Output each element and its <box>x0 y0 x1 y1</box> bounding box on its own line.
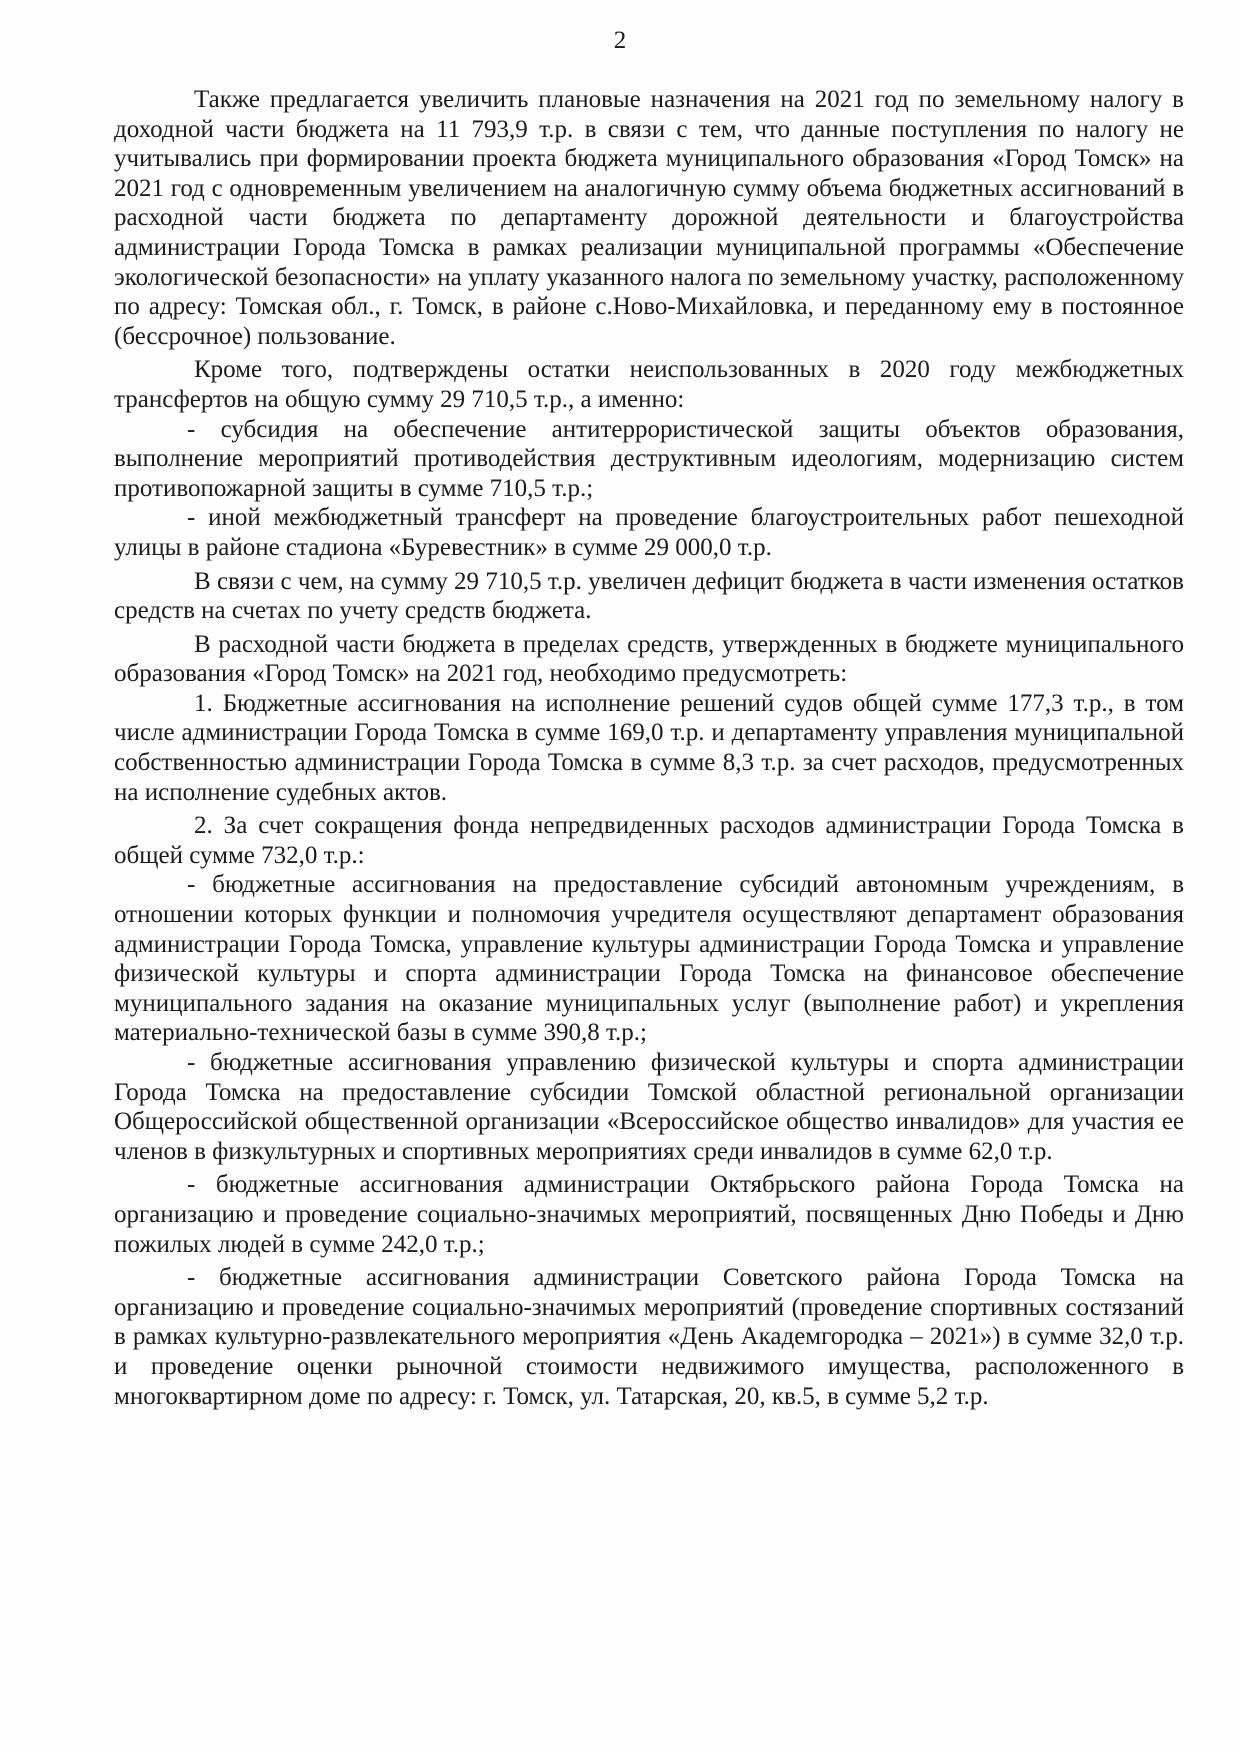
paragraph-deficit: В связи с чем, на сумму 29 710,5 т.р. увеличен дефицит бюджета в части изменения остатков средств на счетах по учету средств бюджета. <box>114 567 1184 625</box>
document-body <box>114 85 1184 1411</box>
list-item-disabled-society: - бюджетные ассигнования управлению физической культуры и спорта администрации Города Томска на предоставление субсидии Томской областной региональной организации Общероссийской общественной организации «Всероссийское общество инвалидов» для участия ее членов в физкультурных и спортивных мероприятиях среди инвалидов в сумме 62,0 т.р. <box>114 1049 1184 1165</box>
list-item-autonomous-subsidies: - бюджетные ассигнования на предоставление субсидий автономным учреждениям, в отношении которых функции и полномочия учредителя осуществляют департамент образования администрации Города Томска, управление культуры администрации Города Томска и управление физической культуры и спорта администрации Города Томска на финансовое обеспечение муниципального задания на оказание муниципальных услуг (выполнение работ) и укрепления материально-технической базы в сумме 390,8 т.р.; <box>114 871 1184 1047</box>
paragraph-court-decisions: 1. Бюджетные ассигнования на исполнение решений судов общей сумме 177,3 т.р., в том числе администрации Города Томска в сумме 169,0 т.р. и департаменту управления муниципальной собственностью администрации Города Томска в сумме 8,3 т.р. за счет расходов, предусмотренных на исполнение судебных актов. <box>114 689 1184 806</box>
list-item-burevestnik-transfer: - иной межбюджетный трансферт на проведение благоустроительных работ пешеходной улицы в районе стадиона «Буревестник» в сумме 29 000,0 т.р. <box>114 504 1184 561</box>
page-number: 2 <box>613 27 627 54</box>
list-item-antiterror-subsidy: - субсидия на обеспечение антитеррористической защиты объектов образования, выполнение мероприятий противодействия деструктивным идеологиям, модернизацию систем противопожарной защиты в сумме 710,5 т.р.; <box>114 415 1184 502</box>
paragraph-transfer-balances: Кроме того, подтверждены остатки неиспользованных в 2020 году межбюджетных трансфертов на общую сумму 29 710,5 т.р., а именно: <box>114 356 1184 413</box>
paragraph-contingency-fund: 2. За счет сокращения фонда непредвиденных расходов администрации Города Томска в общей сумме 732,0 т.р.: <box>114 812 1184 869</box>
paragraph-land-tax: Также предлагается увеличить плановые назначения на 2021 год по земельному налогу в доходной части бюджета на 11 793,9 т.р. в связи с тем, что данные поступления по налогу не учитывались при формировании проекта бюджета муниципального образования «Город Томск» на 2021 год с одновременным увеличением на аналогичную сумму объема бюджетных ассигнований в расходной части бюджета по департаменту дорожной деятельности и благоустройства администрации Города Томска в рамках реализации муниципальной программы «Обеспечение экологической безопасности» на уплату указанного налога по земельному участку, расположенному по адресу: Томская обл., г. Томск, в районе с.Ново-Михайловка, и переданному ему в постоянное (бессрочное) пользование. <box>114 86 1184 350</box>
list-item-oktyabrsky-district: - бюджетные ассигнования администрации Октябрьского района Города Томска на организацию и проведение социально-значимых мероприятий, посвященных Дню Победы и Дню пожилых людей в сумме 242,0 т.р.; <box>114 1171 1184 1258</box>
list-item-sovetsky-district: - бюджетные ассигнования администрации Советского района Города Томска на организацию и проведение социально-значимых мероприятий (проведение спортивных состязаний в рамках культурно-развлекательного мероприятия «День Академгородка – 2021») в сумме 32,0 т.р. и проведение оценки рыночной стоимости недвижимого имущества, расположенного в многоквартирном доме по адресу: г. Томск, ул. Татарская, 20, кв.5, в сумме 5,2 т.р. <box>114 1264 1184 1410</box>
paragraph-expenditure-intro: В расходной части бюджета в пределах средств, утвержденных в бюджете муниципального образования «Город Томск» на 2021 год, необходимо предусмотреть: <box>114 630 1184 688</box>
